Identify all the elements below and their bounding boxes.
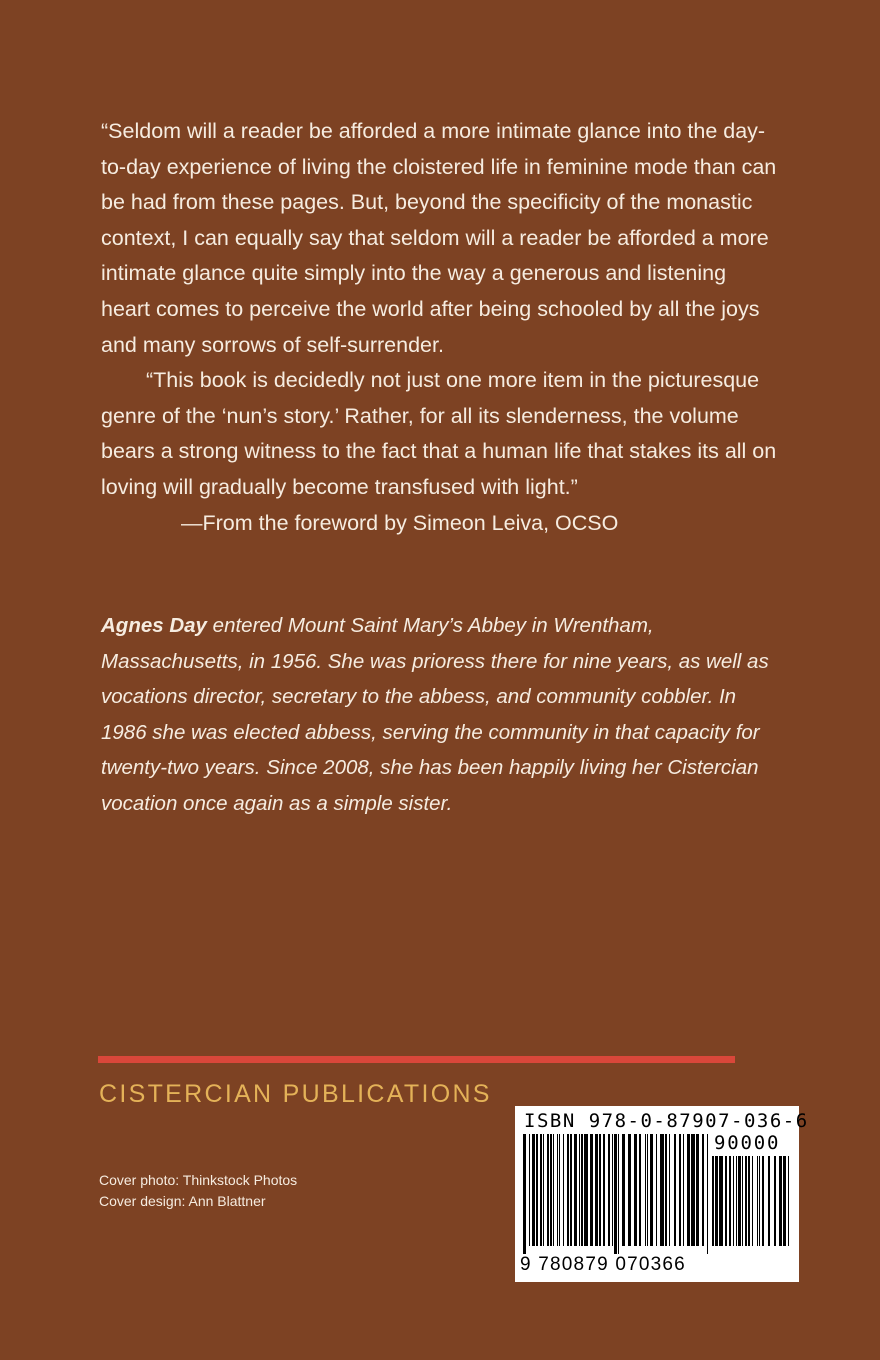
barcode-bar [579,1134,580,1246]
barcode-bar [762,1156,764,1246]
barcode-bar [647,1134,648,1246]
barcode-bar [665,1134,667,1246]
addon-barcode-bars [712,1156,792,1254]
barcode-bar [590,1134,593,1246]
bio-paragraph [101,608,781,822]
barcode-bar [608,1134,610,1246]
isbn-barcode [515,1106,809,1282]
price-addon-digits: 90000 [714,1132,781,1154]
barcode-bar [783,1156,786,1246]
barcode-bar [584,1134,588,1246]
foreword-quote [101,114,781,541]
barcode-bar [599,1134,601,1246]
barcode-bar [656,1134,657,1246]
credit-design: Cover design: Ann Blattner [99,1193,266,1209]
barcode-bar [543,1134,544,1246]
barcode-bar [691,1134,695,1246]
barcode-bar [788,1156,789,1246]
barcode-bar [547,1134,549,1246]
barcode-bar [757,1156,758,1246]
barcode-bar [702,1134,704,1246]
barcode-bar [645,1134,646,1246]
quote-paragraph-1: “Seldom will a reader be afforded a more intimate glance into the day-to-day experience of living the cloistered life in feminine mode than can be had from these pages. But, beyond the specificity of the monastic context, I can equally say that seldom will a reader be afforded a more intimate glance quite simply into the way a generous and listening heart comes to perceive the world after being schooled by all the joys and many sorrows of self-surrender. [101,119,777,357]
barcode-bar [748,1156,750,1246]
barcode-bar [712,1156,714,1246]
barcode-bar [570,1134,572,1246]
bio-text: entered Mount Saint Mary’s Abbey in Wrentham, Massachusetts, in 1956. She was prioress there for nine years, as well as vocations director, secretary to the abbess, and community cobbler. In 1986 she was elected abbess, serving the community in that capacity for twenty-two years. Since 2008, she has been happily living her Cistercian vocation once again as a simple sister. [101,614,769,815]
barcode-bar [696,1134,699,1246]
barcode-bar [634,1134,637,1246]
quote-attribution: —From the foreword by Simeon Leiva, OCSO [181,510,619,535]
barcode-bar [540,1134,542,1246]
barcode-bar [559,1134,560,1246]
barcode-bar [774,1156,776,1246]
ean-digits: 9 780879 070366 [520,1254,686,1275]
barcode-bar [650,1134,653,1246]
cover-credits [99,1170,297,1212]
barcode-bar [779,1156,782,1246]
barcode-bar [618,1134,619,1254]
barcode-bar [567,1134,569,1246]
barcode-bar [581,1134,583,1246]
barcode-bar [536,1134,538,1246]
barcode-bar [745,1156,747,1246]
publisher-name: CISTERCIAN PUBLICATIONS [99,1080,492,1108]
barcode-bar [759,1156,760,1246]
barcode-bar [529,1134,530,1246]
barcode-bar [532,1134,535,1246]
divider-rule [98,1056,735,1063]
barcode-bar [683,1134,684,1246]
barcode-bar [738,1156,741,1246]
barcode-bar [603,1134,605,1246]
author-name: Agnes Day [101,614,207,637]
barcode-bar [622,1134,625,1246]
barcode-bar [733,1156,734,1246]
barcode-bar [725,1156,727,1246]
barcode-bar [639,1134,641,1246]
barcode-bar [729,1156,731,1246]
barcode-bar [660,1134,664,1246]
barcode-bar [595,1134,598,1246]
barcode-bar [752,1156,753,1246]
barcode-bar [557,1134,558,1246]
barcode-bar [553,1134,554,1246]
barcode-bar [612,1134,613,1246]
author-bio [101,608,781,822]
quote-paragraph-2: “This book is decidedly not just one more item in the picturesque genre of the ‘nun’s story.’ Rather, for all its slenderness, the volume bears a strong witness to the fact that a human life that stakes its all on loving will gradually become transfused with light.” [101,368,777,499]
isbn-label: ISBN 978-0-87907-036-6 [524,1110,809,1132]
barcode-bar [719,1156,723,1246]
barcode-bar [574,1134,577,1246]
barcode-bar [563,1134,564,1246]
barcode-bar [523,1134,526,1254]
barcode-bar [687,1134,690,1246]
ean-barcode-bars [523,1134,709,1254]
barcode-bar [550,1134,552,1246]
barcode-bar [669,1134,670,1246]
barcode-bar [715,1156,718,1246]
barcode-bar [614,1134,617,1254]
barcode-bar [679,1134,681,1246]
barcode-bar [742,1156,743,1246]
barcode-bar [768,1156,770,1246]
barcode-bar [736,1156,737,1246]
barcode-bar [674,1134,676,1246]
barcode-bar [628,1134,631,1246]
credit-photo: Cover photo: Thinkstock Photos [99,1172,298,1188]
barcode-bar [707,1134,708,1254]
